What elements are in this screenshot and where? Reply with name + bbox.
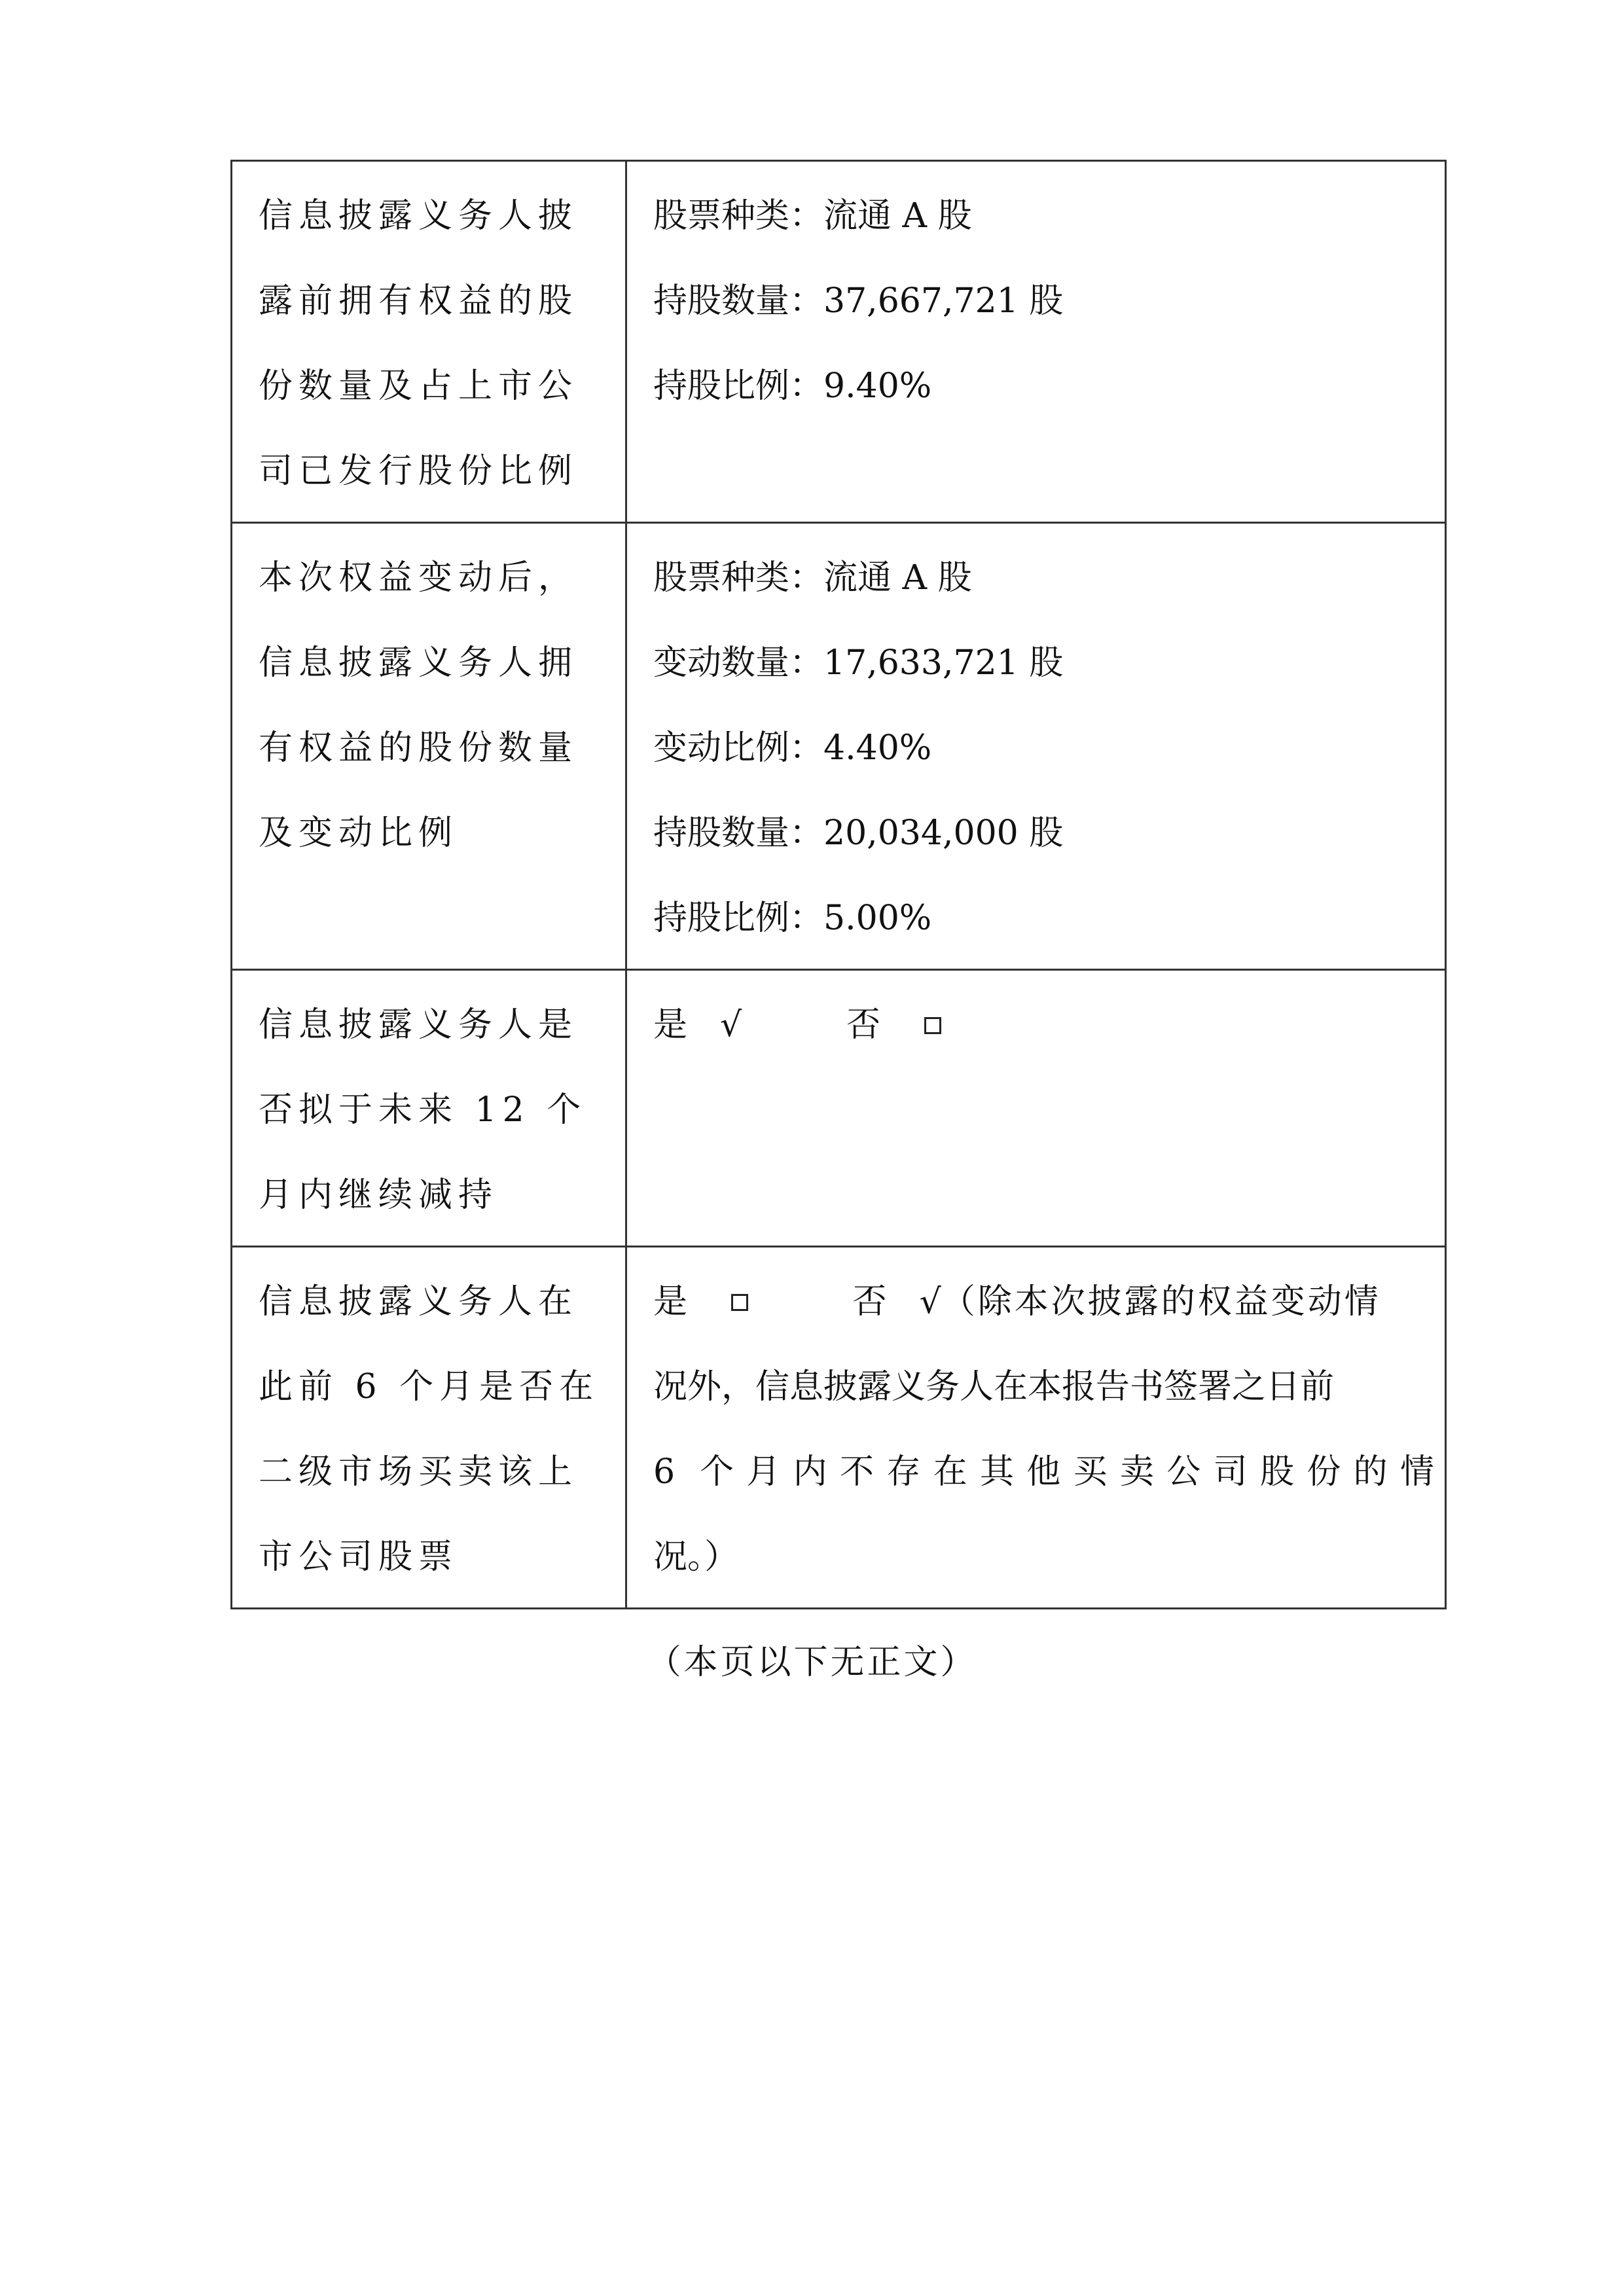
note-text: 6 个月内不存在其他买卖公司股份的情 [653,1452,1435,1492]
row-label: 本次权益变动后，信息披露义务人拥有权益的股份数量及变动比例 [232,523,626,970]
row-label: 信息披露义务人在此前 6 个月是否在二级市场买卖该上市公司股票 [232,1247,626,1609]
no-label: 否 [846,1005,881,1045]
row-value [626,523,1446,970]
yes-label: 是 [653,1282,688,1321]
table-row [232,1247,1446,1609]
share-count-text: 持股数量：20,034,000 股 [653,814,1064,853]
share-ratio-text: 持股比例：9.40% [653,367,932,406]
table-row [232,161,1446,523]
row-value [626,161,1446,523]
table-row [232,523,1446,970]
stock-type-text: 股票种类：流通 A 股 [653,558,972,598]
note-text: 况外，信息披露义务人在本报告书签署之日前 [653,1367,1335,1407]
yes-label: 是 [653,1005,688,1045]
row-value [626,970,1446,1247]
empty-checkbox-icon [924,1017,941,1034]
note-text: 况。） [653,1537,739,1577]
share-count-text: 持股数量：37,667,721 股 [653,281,1064,321]
table-row [232,970,1446,1247]
end-of-page-note: （本页以下无正文） [647,1643,977,1682]
row-label: 信息披露义务人是否拟于未来 12 个月内继续减持 [232,970,626,1247]
change-count-text: 变动数量：17,633,721 股 [653,643,1064,683]
check-mark-icon: √ [919,1282,941,1321]
disclosure-table [230,160,1447,1609]
row-label: 信息披露义务人披露前拥有权益的股份数量及占上市公司已发行股份比例 [232,161,626,523]
empty-checkbox-icon [731,1294,748,1311]
yes-no-choice [653,1259,1435,1344]
no-label: 否 [852,1282,887,1321]
check-mark-icon: √ [720,1005,742,1045]
yes-no-choice [653,982,1435,1067]
share-ratio-text: 持股比例：5.00% [653,899,932,938]
stock-type-text: 股票种类：流通 A 股 [653,196,972,236]
change-ratio-text: 变动比例：4.40% [653,728,932,768]
row-value [626,1247,1446,1609]
note-text: （除本次披露的权益变动情 [941,1282,1381,1321]
